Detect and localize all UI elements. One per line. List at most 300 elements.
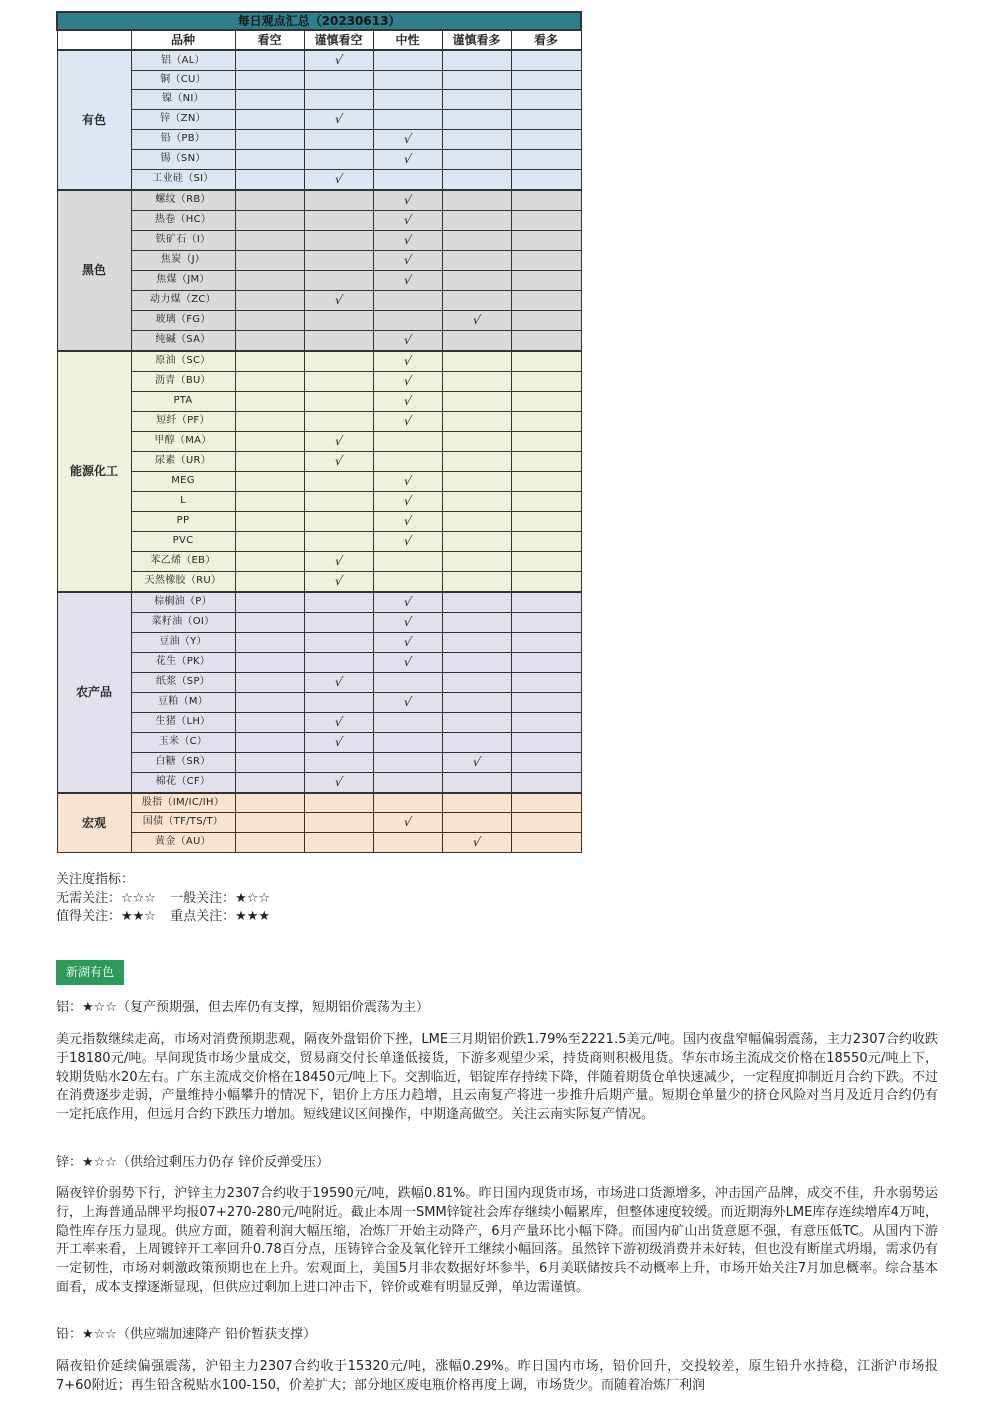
view-cell (304, 250, 373, 270)
table-row (57, 109, 581, 129)
view-cell (442, 90, 511, 109)
check-mark-icon: √ (471, 312, 482, 327)
table-row (57, 351, 581, 372)
view-cell (304, 571, 373, 592)
attention-level-none: 无需关注：☆☆☆ (56, 890, 156, 906)
view-cell (373, 793, 442, 813)
view-cell (373, 772, 442, 793)
variety-name: 原油（SC） (131, 351, 235, 372)
check-mark-icon: √ (402, 614, 413, 629)
view-cell (235, 732, 304, 752)
check-mark-icon: √ (333, 734, 344, 749)
commentary-title-zinc: 锌：★☆☆（供给过剩压力仍存 锌价反弹受压） (56, 1155, 330, 1170)
view-cell (511, 210, 581, 230)
table-row (57, 290, 581, 310)
view-cell (511, 511, 581, 531)
view-cell (442, 812, 511, 832)
view-cell (373, 511, 442, 531)
variety-name: 沥青（BU） (131, 371, 235, 391)
table-header-row (57, 30, 581, 50)
check-mark-icon: √ (402, 694, 413, 709)
variety-name: 玉米（C） (131, 732, 235, 752)
table-row (57, 50, 581, 71)
view-cell (511, 692, 581, 712)
view-cell (304, 330, 373, 351)
variety-name: 镍（NI） (131, 90, 235, 109)
check-mark-icon: √ (402, 131, 413, 146)
view-cell (511, 330, 581, 351)
check-mark-icon: √ (333, 573, 344, 588)
variety-name: 棉花（CF） (131, 772, 235, 793)
view-cell (373, 672, 442, 692)
view-cell (511, 531, 581, 551)
view-cell (373, 592, 442, 613)
table-row (57, 371, 581, 391)
view-cell (373, 351, 442, 372)
table-row (57, 230, 581, 250)
view-cell (511, 129, 581, 149)
view-cell (304, 190, 373, 211)
view-cell (304, 511, 373, 531)
view-cell (235, 491, 304, 511)
header-neutral: 中性 (373, 30, 442, 50)
view-cell (235, 752, 304, 772)
attention-level-general: 一般关注：★☆☆ (170, 890, 271, 906)
check-mark-icon: √ (333, 171, 344, 186)
variety-name: PVC (131, 531, 235, 551)
view-cell (373, 411, 442, 431)
variety-name: 白糖（SR） (131, 752, 235, 772)
view-cell (373, 270, 442, 290)
view-cell (235, 531, 304, 551)
view-cell (442, 692, 511, 712)
variety-name: 豆粕（M） (131, 692, 235, 712)
table-row (57, 692, 581, 712)
commentary-body-lead: 隔夜铅价延续偏强震荡，沪铅主力2307合约收于15320元/吨，涨幅0.29%。昨日国内市场，铅价回升，交投较差，原生铅升水持稳，江浙沪市场报7+60附近；再生铅含税贴水100-150，价差扩大；部分地区废电瓶价格再度上调，市场货少。而随着冶炼厂利润 (56, 1359, 938, 1393)
view-cell (511, 310, 581, 330)
variety-name: L (131, 491, 235, 511)
check-mark-icon: √ (402, 473, 413, 488)
view-cell (511, 371, 581, 391)
table-row (57, 391, 581, 411)
view-cell (442, 712, 511, 732)
view-cell (442, 752, 511, 772)
check-mark-icon: √ (402, 252, 413, 267)
view-cell (304, 391, 373, 411)
view-cell (235, 290, 304, 310)
view-cell (235, 471, 304, 491)
view-cell (511, 812, 581, 832)
table-row (57, 310, 581, 330)
table-row (57, 270, 581, 290)
view-cell (373, 210, 442, 230)
view-cell (511, 672, 581, 692)
view-cell (373, 431, 442, 451)
view-cell (235, 592, 304, 613)
table-title: 每日观点汇总（20230613） (57, 12, 581, 30)
commentary-body-zinc: 隔夜锌价弱势下行，沪锌主力2307合约收于19590元/吨，跌幅0.81%。昨日国内现货市场，市场进口货源增多，冲击国产品牌，成交不佳，升水弱势运行，上海普通品牌平均报07+270-280元/吨附近。截止本周一SMM锌锭社会库存继续小幅累库，但整体速度较缓。而近期海外LME库存连续增库4万吨，隐性库存压力显现。供应方面，随着利润大幅压缩，冶炼厂开始主动降产，6月产量环比小幅下降。而国内矿山出货意愿不强，有意压低TC。从国内下游开工率来看，上周镀锌开工率回升0.78百分点，压铸锌合金及氧化锌开工继续小幅回落。虽然锌下游初级消费并未好转，但也没有断崖式坍塌，需求仍有一定韧性，市场对刺激政策预期也在上升。宏观面上，美国5月非农数据好坏参半，6月美联储按兵不动概率上升，市场开始关注7月加息概率。综合基本面看，成本支撑逐渐显现，但供应过剩加上进口冲击下，锌价或难有明显反弹，单边需谨慎。 (56, 1186, 938, 1295)
variety-name: 尿素（UR） (131, 451, 235, 471)
view-cell (304, 230, 373, 250)
view-cell (235, 371, 304, 391)
view-cell (373, 90, 442, 109)
view-cell (442, 129, 511, 149)
check-mark-icon: √ (333, 774, 344, 789)
table-row (57, 330, 581, 351)
view-cell (511, 270, 581, 290)
view-cell (511, 652, 581, 672)
group-label: 能源化工 (57, 351, 131, 592)
table-row (57, 732, 581, 752)
view-cell (235, 511, 304, 531)
view-cell (442, 71, 511, 90)
table-row (57, 752, 581, 772)
view-cell (511, 732, 581, 752)
view-cell (304, 832, 373, 852)
table-row (57, 491, 581, 511)
check-mark-icon: √ (402, 533, 413, 548)
table-row (57, 652, 581, 672)
view-cell (442, 732, 511, 752)
group-label: 农产品 (57, 592, 131, 793)
view-cell (511, 451, 581, 471)
view-cell (304, 652, 373, 672)
check-mark-icon: √ (402, 413, 413, 428)
view-cell (373, 531, 442, 551)
table-row (57, 551, 581, 571)
view-cell (304, 351, 373, 372)
view-cell (304, 612, 373, 632)
view-cell (442, 672, 511, 692)
variety-name: 动力煤（ZC） (131, 290, 235, 310)
view-cell (304, 310, 373, 330)
header-variety: 品种 (131, 30, 235, 50)
view-cell (235, 250, 304, 270)
attention-legend (56, 871, 280, 927)
view-cell (235, 612, 304, 632)
view-cell (442, 230, 511, 250)
view-cell (235, 330, 304, 351)
commentary-body-aluminum: 美元指数继续走高，市场对消费预期悲观，隔夜外盘铝价下挫，LME三月期铝价跌1.79%至2221.5美元/吨。国内夜盘窄幅偏弱震荡，主力2307合约收跌于18180元/吨。早间现货市场少量成交，贸易商交付长单逢低接货，下游多观望少采，持货商则积极甩货。华东市场主流成交价格在18550元/吨上下，较期货贴水20左右。广东主流成交价格在18450元/吨上下。交割临近，铝锭库存持续下降，伴随着期货仓单快速减少，一定程度抑制近月合约下跌。不过在消费逐步走弱，产量维持小幅攀升的情况下，铝价上方压力趋增，且云南复产将进一步推升后期产量。短期仓单量少的挤仓风险对当月及近月合约仍有一定托底作用，但远月合约下跌压力增加。短线建议区间操作，中期逢高做空。关注云南实际复产情况。 (56, 1032, 938, 1123)
check-mark-icon: √ (402, 332, 413, 347)
view-cell (373, 632, 442, 652)
view-cell (373, 752, 442, 772)
check-mark-icon: √ (333, 292, 344, 307)
view-cell (304, 692, 373, 712)
view-cell (373, 812, 442, 832)
view-cell (442, 451, 511, 471)
view-cell (511, 772, 581, 793)
view-cell (235, 109, 304, 129)
view-cell (373, 832, 442, 852)
table-row (57, 210, 581, 230)
check-mark-icon: √ (402, 654, 413, 669)
variety-name: 豆油（Y） (131, 632, 235, 652)
view-cell (442, 471, 511, 491)
view-cell (511, 571, 581, 592)
header-bullish: 看多 (511, 30, 581, 50)
view-cell (511, 612, 581, 632)
view-cell (235, 129, 304, 149)
table-body (57, 50, 581, 852)
view-cell (304, 632, 373, 652)
view-cell (304, 431, 373, 451)
view-cell (304, 169, 373, 190)
view-cell (511, 50, 581, 71)
view-cell (304, 71, 373, 90)
check-mark-icon: √ (402, 393, 413, 408)
view-cell (304, 812, 373, 832)
view-cell (304, 290, 373, 310)
view-cell (235, 411, 304, 431)
view-cell (442, 411, 511, 431)
view-cell (304, 411, 373, 431)
section-tag: 新湖有色 (56, 960, 124, 985)
table-row (57, 169, 581, 190)
group-label: 宏观 (57, 793, 131, 853)
view-cell (235, 230, 304, 250)
view-cell (235, 210, 304, 230)
view-cell (442, 592, 511, 613)
view-cell (304, 371, 373, 391)
view-cell (511, 752, 581, 772)
view-cell (235, 71, 304, 90)
view-cell (373, 732, 442, 752)
check-mark-icon: √ (402, 232, 413, 247)
view-cell (373, 612, 442, 632)
view-cell (442, 250, 511, 270)
view-cell (235, 571, 304, 592)
view-cell (373, 712, 442, 732)
view-cell (304, 531, 373, 551)
variety-name: 玻璃（FG） (131, 310, 235, 330)
table-row (57, 511, 581, 531)
view-cell (511, 190, 581, 211)
check-mark-icon: √ (402, 353, 413, 368)
view-cell (442, 431, 511, 451)
check-mark-icon: √ (333, 714, 344, 729)
view-cell (511, 290, 581, 310)
view-cell (442, 270, 511, 290)
check-mark-icon: √ (402, 594, 413, 609)
view-cell (511, 832, 581, 852)
table-row (57, 250, 581, 270)
variety-name: 铅（PB） (131, 129, 235, 149)
table-row (57, 612, 581, 632)
view-cell (304, 451, 373, 471)
view-cell (304, 50, 373, 71)
attention-heading: 关注度指标： (56, 872, 135, 887)
view-cell (511, 411, 581, 431)
view-cell (304, 772, 373, 793)
view-cell (511, 491, 581, 511)
check-mark-icon: √ (402, 212, 413, 227)
table-row (57, 90, 581, 109)
variety-name: PP (131, 511, 235, 531)
view-cell (442, 371, 511, 391)
daily-view-summary-table (56, 11, 582, 853)
variety-name: 工业硅（SI） (131, 169, 235, 190)
table-row (57, 712, 581, 732)
view-cell (373, 451, 442, 471)
table-row (57, 672, 581, 692)
table-row (57, 71, 581, 90)
table-row (57, 793, 581, 813)
view-cell (511, 471, 581, 491)
view-cell (442, 571, 511, 592)
view-cell (373, 230, 442, 250)
check-mark-icon: √ (471, 834, 482, 849)
table-row (57, 190, 581, 211)
view-cell (511, 230, 581, 250)
check-mark-icon: √ (402, 272, 413, 287)
variety-name: 热卷（HC） (131, 210, 235, 230)
view-cell (373, 250, 442, 270)
view-cell (373, 169, 442, 190)
variety-name: 苯乙烯（EB） (131, 551, 235, 571)
view-cell (304, 551, 373, 571)
view-cell (442, 772, 511, 793)
table-row (57, 431, 581, 451)
table-row (57, 471, 581, 491)
view-cell (511, 592, 581, 613)
variety-name: PTA (131, 391, 235, 411)
table-row (57, 592, 581, 613)
check-mark-icon: √ (333, 553, 344, 568)
check-mark-icon: √ (333, 674, 344, 689)
view-cell (442, 290, 511, 310)
variety-name: 铝（AL） (131, 50, 235, 71)
check-mark-icon: √ (333, 453, 344, 468)
view-cell (304, 732, 373, 752)
view-cell (235, 793, 304, 813)
view-cell (442, 109, 511, 129)
view-cell (304, 712, 373, 732)
view-cell (442, 169, 511, 190)
variety-name: 棕榈油（P） (131, 592, 235, 613)
check-mark-icon: √ (333, 53, 344, 68)
view-cell (442, 652, 511, 672)
variety-name: MEG (131, 471, 235, 491)
attention-level-worth: 值得关注：★★☆ (56, 909, 156, 924)
view-cell (304, 471, 373, 491)
variety-name: 菜籽油（OI） (131, 612, 235, 632)
view-cell (442, 310, 511, 330)
check-mark-icon: √ (402, 513, 413, 528)
variety-name: 螺纹（RB） (131, 190, 235, 211)
check-mark-icon: √ (402, 192, 413, 207)
view-cell (235, 391, 304, 411)
view-cell (373, 50, 442, 71)
view-cell (304, 752, 373, 772)
view-cell (235, 832, 304, 852)
view-cell (442, 149, 511, 169)
view-cell (235, 270, 304, 290)
variety-name: 黄金（AU） (131, 832, 235, 852)
group-label: 黑色 (57, 190, 131, 351)
variety-name: 纸浆（SP） (131, 672, 235, 692)
view-cell (235, 149, 304, 169)
view-cell (304, 90, 373, 109)
table-row (57, 149, 581, 169)
view-cell (235, 672, 304, 692)
view-cell (442, 551, 511, 571)
view-cell (235, 50, 304, 71)
view-cell (511, 90, 581, 109)
view-cell (235, 90, 304, 109)
attention-level-key: 重点关注：★★★ (170, 909, 271, 924)
view-cell (442, 391, 511, 411)
view-cell (373, 129, 442, 149)
view-cell (304, 270, 373, 290)
table-row (57, 411, 581, 431)
check-mark-icon: √ (402, 151, 413, 166)
check-mark-icon: √ (402, 814, 413, 829)
header-cautious-bearish: 谨慎看空 (304, 30, 373, 50)
view-cell (511, 149, 581, 169)
view-cell (442, 190, 511, 211)
view-cell (304, 793, 373, 813)
view-cell (511, 169, 581, 190)
view-cell (442, 511, 511, 531)
view-cell (235, 652, 304, 672)
commentary-title-aluminum: 铝：★☆☆（复产预期强，但去库仍有支撑，短期铝价震荡为主） (56, 1000, 429, 1015)
view-cell (442, 531, 511, 551)
check-mark-icon: √ (402, 493, 413, 508)
view-cell (235, 351, 304, 372)
table-row (57, 571, 581, 592)
header-blank (57, 30, 131, 50)
view-cell (235, 169, 304, 190)
table-row (57, 531, 581, 551)
view-cell (442, 832, 511, 852)
header-bearish: 看空 (235, 30, 304, 50)
view-cell (373, 71, 442, 90)
view-cell (511, 71, 581, 90)
view-cell (442, 210, 511, 230)
view-cell (442, 50, 511, 71)
view-cell (373, 109, 442, 129)
check-mark-icon: √ (333, 433, 344, 448)
attention-row (56, 908, 280, 927)
view-cell (235, 632, 304, 652)
view-cell (235, 451, 304, 471)
view-cell (373, 571, 442, 592)
view-cell (373, 391, 442, 411)
view-cell (511, 793, 581, 813)
view-cell (235, 692, 304, 712)
view-cell (373, 190, 442, 211)
variety-name: 焦炭（J） (131, 250, 235, 270)
check-mark-icon: √ (333, 111, 344, 126)
table-row (57, 832, 581, 852)
table-row (57, 772, 581, 793)
attention-row (56, 890, 280, 909)
view-cell (511, 712, 581, 732)
view-cell (235, 431, 304, 451)
header-cautious-bullish: 谨慎看多 (442, 30, 511, 50)
variety-name: 天然橡胶（RU） (131, 571, 235, 592)
view-cell (442, 491, 511, 511)
view-cell (511, 431, 581, 451)
view-cell (373, 652, 442, 672)
variety-name: 锌（ZN） (131, 109, 235, 129)
variety-name: 股指（IM/IC/IH） (131, 793, 235, 813)
variety-name: 甲醇（MA） (131, 431, 235, 451)
view-cell (442, 612, 511, 632)
view-cell (235, 772, 304, 793)
check-mark-icon: √ (471, 754, 482, 769)
